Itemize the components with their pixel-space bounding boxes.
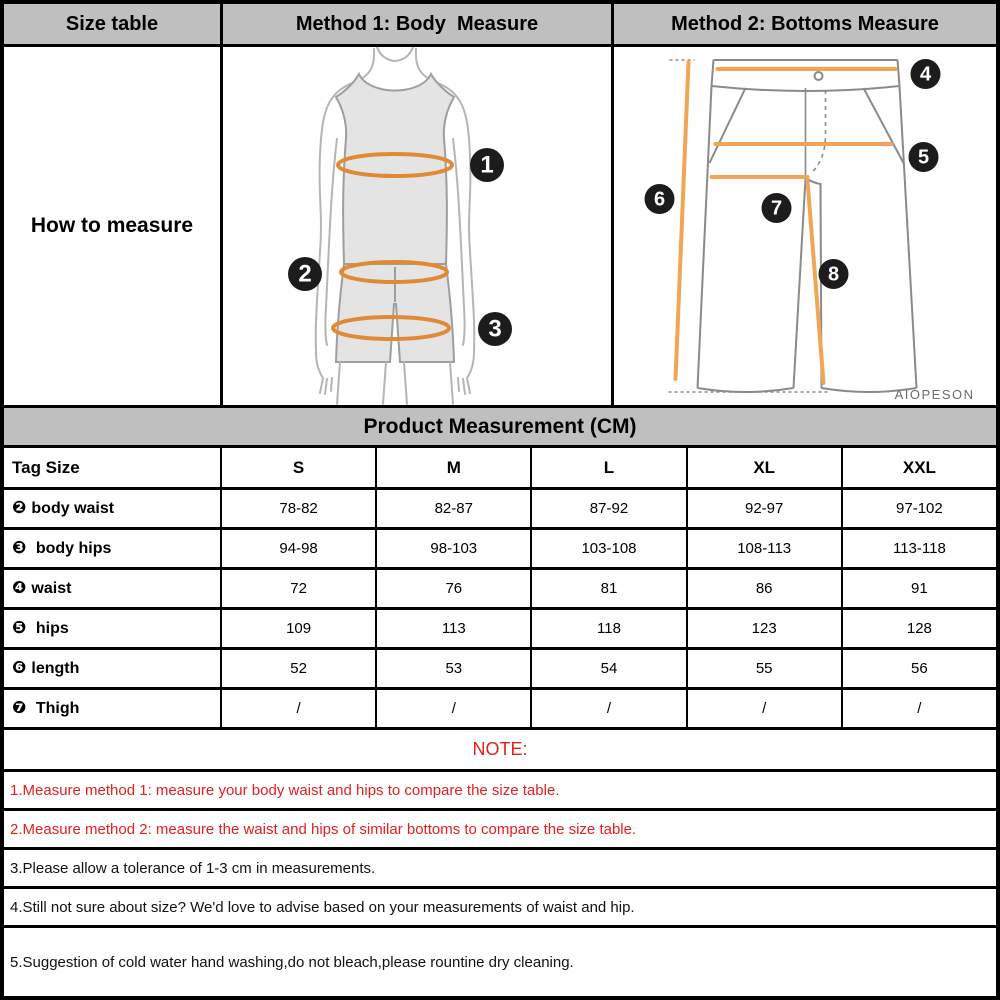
table-cell: 113 xyxy=(375,610,530,650)
note-item-4: 4.Still not sure about size? We'd love to advise based on your measurements of waist and hip. xyxy=(4,889,996,928)
note-title: NOTE: xyxy=(4,730,996,772)
length-line xyxy=(676,62,689,379)
table-cell: 54 xyxy=(530,650,685,690)
row-label-thigh: ❼ Thigh xyxy=(4,690,220,730)
body-measure-diagram xyxy=(220,47,611,405)
legs-outline xyxy=(337,362,453,404)
note-item-3: 3.Please allow a tolerance of 1-3 cm in measurements. xyxy=(4,850,996,889)
marker-2-number: 2 xyxy=(298,260,312,288)
circled-4-icon: ❹ xyxy=(12,578,27,598)
marker-8-number: 8 xyxy=(827,263,840,286)
marker-7-number: 7 xyxy=(770,197,783,220)
table-cell: 98-103 xyxy=(375,530,530,570)
row-label-body-hips: ❸ body hips xyxy=(4,530,220,570)
shorts-illustration xyxy=(614,47,996,405)
header-method1-body-measure: Method 1: Body Measure xyxy=(220,4,611,44)
table-cell: 86 xyxy=(686,570,841,610)
table-cell: 113-118 xyxy=(841,530,996,570)
how-to-measure-label: How to measure xyxy=(30,214,194,237)
table-cell: 56 xyxy=(841,650,996,690)
table-cell: 52 xyxy=(220,650,375,690)
circled-6-icon: ❻ xyxy=(12,658,27,678)
row-label-body-waist: ❷ body waist xyxy=(4,490,220,530)
table-cell: 53 xyxy=(375,650,530,690)
note-item-5: 5.Suggestion of cold water hand washing,do not bleach,please rountine dry cleaning. xyxy=(10,953,574,971)
circled-3-icon: ❸ xyxy=(12,538,27,558)
diagram-row xyxy=(4,47,996,408)
table-cell: 123 xyxy=(686,610,841,650)
table-cell: 94-98 xyxy=(220,530,375,570)
row-label-waist: ❹ waist xyxy=(4,570,220,610)
marker-6-number: 6 xyxy=(653,188,666,211)
table-cell: 118 xyxy=(530,610,685,650)
table-cell: 55 xyxy=(686,650,841,690)
column-header-m: M xyxy=(375,448,530,490)
table-cell: / xyxy=(530,690,685,730)
table-cell: 97-102 xyxy=(841,490,996,530)
note-item-2: 2.Measure method 2: measure the waist and hips of similar bottoms to compare the size table. xyxy=(4,811,996,850)
marker-3-number: 3 xyxy=(488,315,502,343)
table-cell: 108-113 xyxy=(686,530,841,570)
product-measurement-title: Product Measurement (CM) xyxy=(4,408,996,448)
top-header-row xyxy=(4,4,996,47)
header-size-table: Size table xyxy=(65,12,159,35)
circled-5-icon: ❺ xyxy=(12,618,27,638)
table-cell: / xyxy=(375,690,530,730)
table-cell: 128 xyxy=(841,610,996,650)
table-cell: 103-108 xyxy=(530,530,685,570)
column-header-xl: XL xyxy=(686,448,841,490)
marker-4-number: 4 xyxy=(919,63,932,86)
column-header-l: L xyxy=(530,448,685,490)
shorts-outline xyxy=(669,60,917,392)
column-header-s: S xyxy=(220,448,375,490)
circled-7-icon: ❼ xyxy=(12,698,27,718)
circled-2-icon: ❷ xyxy=(12,498,27,518)
table-cell: 109 xyxy=(220,610,375,650)
row-label-hips: ❺ hips xyxy=(4,610,220,650)
marker-1-number: 1 xyxy=(480,151,494,179)
bottoms-measure-diagram xyxy=(611,47,996,405)
marker-5-number: 5 xyxy=(917,146,930,169)
table-cell: 78-82 xyxy=(220,490,375,530)
table-cell: 87-92 xyxy=(530,490,685,530)
measure-lines xyxy=(676,62,896,383)
body-figure-illustration xyxy=(223,47,611,405)
table-cell: 72 xyxy=(220,570,375,610)
table-cell: 82-87 xyxy=(375,490,530,530)
column-header-tag-size: Tag Size xyxy=(4,448,220,490)
note-item-1: 1.Measure method 1: measure your body waist and hips to compare the size table. xyxy=(4,772,996,811)
row-label-length: ❻ length xyxy=(4,650,220,690)
fly-dashed-line xyxy=(812,90,826,173)
table-cell: / xyxy=(686,690,841,730)
brand-logo-text: AIOPESON xyxy=(894,387,975,402)
table-cell: 76 xyxy=(375,570,530,610)
table-cell: / xyxy=(220,690,375,730)
header-method2-bottoms-measure: Method 2: Bottoms Measure xyxy=(611,4,996,44)
table-cell: 91 xyxy=(841,570,996,610)
table-cell: 92-97 xyxy=(686,490,841,530)
table-cell: 81 xyxy=(530,570,685,610)
table-cell: / xyxy=(841,690,996,730)
measurement-table xyxy=(4,448,996,730)
column-header-xxl: XXL xyxy=(841,448,996,490)
